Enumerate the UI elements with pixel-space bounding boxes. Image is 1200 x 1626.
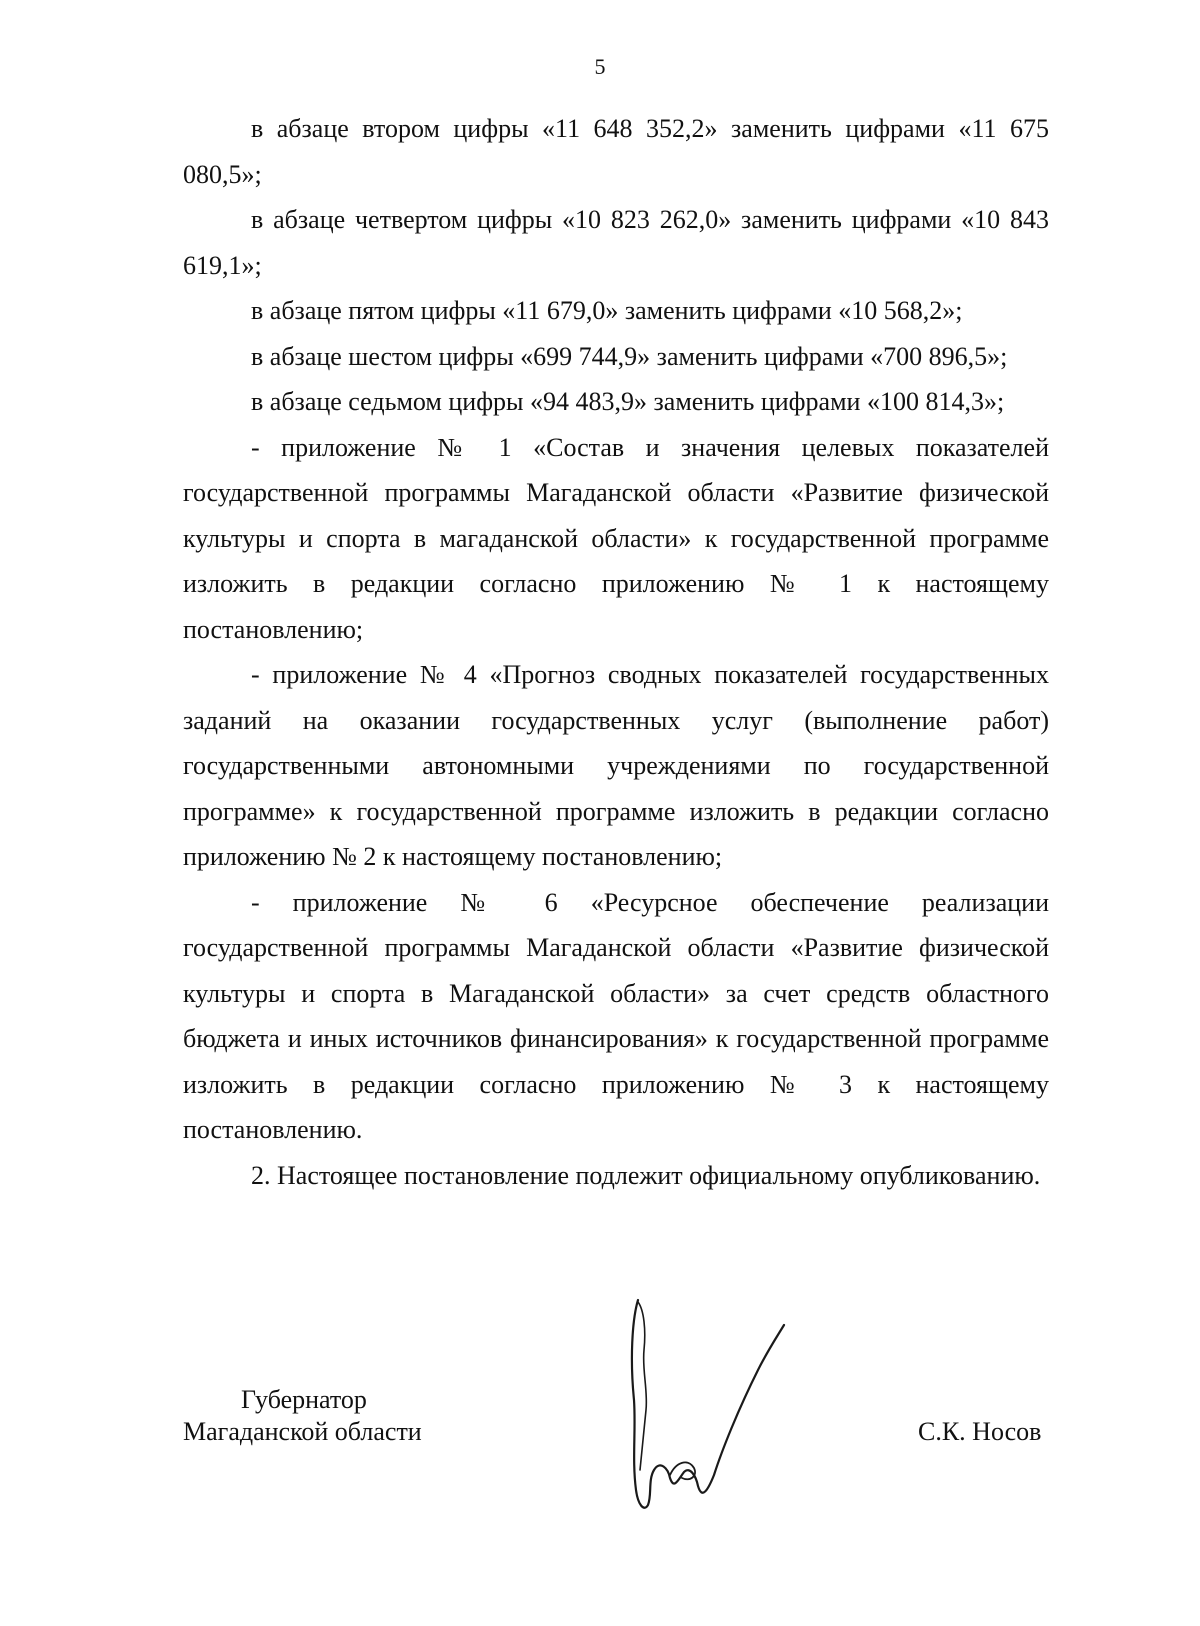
signatory-title <box>183 1384 422 1448</box>
paragraph-abzac-2: в абзаце втором цифры «11 648 352,2» заменить цифрами «11 675 080,5»; <box>183 114 1049 189</box>
signatory-title-line-1: Губернатор <box>241 1385 367 1414</box>
paragraph-appendix-4: - приложение № 4 «Прогноз сводных показателей государственных заданий на оказании государственных услуг (выполнение работ) государственными автономными учреждениями по государственной программе» к государственной программе изложить в редакции согласно приложению № 2 к настоящему постановлению; <box>183 660 1049 871</box>
paragraph-appendix-6: - приложение № 6 «Ресурсное обеспечение реализации государственной программы Магаданской области «Развитие физической культуры и спорта в Магаданской области» за счет средств областного бюджета и иных источников финансирования» к государственной программе изложить в редакции согласно приложению № 3 к настоящему постановлению. <box>183 887 1049 1144</box>
paragraph-point-2: 2. Настоящее постановление подлежит официальному опубликованию. <box>251 1160 1041 1190</box>
paragraph-abzac-7: в абзаце седьмом цифры «94 483,9» заменить цифрами «100 814,3»; <box>251 387 1005 416</box>
document-body <box>183 106 1049 1198</box>
page-number: 5 <box>594 54 606 79</box>
signatory-name: С.К. Носов <box>918 1417 1042 1446</box>
handwritten-signature <box>618 1290 808 1520</box>
paragraph-abzac-6: в абзаце шестом цифры «699 744,9» заменить цифрами «700 896,5»; <box>251 341 1008 371</box>
paragraph-abzac-4: в абзаце четвертом цифры «10 823 262,0» заменить цифрами «10 843 619,1»; <box>183 205 1049 280</box>
paragraph-appendix-1: - приложение № 1 «Состав и значения целевых показателей государственной программы Магаданской области «Развитие физической культуры и спорта в магаданской области» к государственной программе изложить в редакции согласно приложению № 1 к настоящему постановлению; <box>183 432 1049 644</box>
paragraph-abzac-5: в абзаце пятом цифры «11 679,0» заменить цифрами «10 568,2»; <box>251 296 963 325</box>
signatory-title-line-2: Магаданской области <box>183 1417 422 1446</box>
